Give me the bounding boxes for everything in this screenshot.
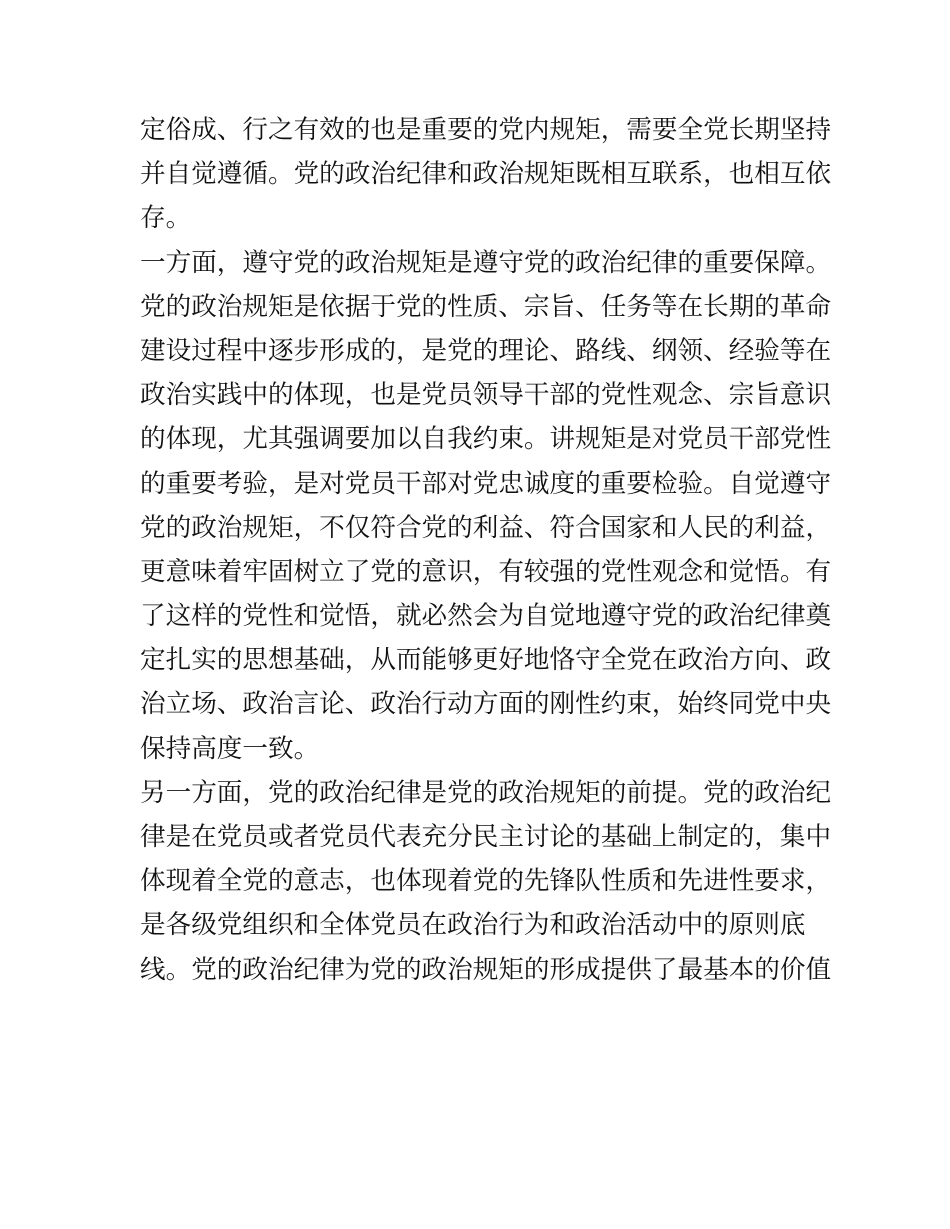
text-line: 律是在党员或者党员代表充分民主讨论的基础上制定的，集中 [140,822,832,852]
text-line: 线。党的政治纪律为党的政治规矩的形成提供了最基本的价值 [140,954,832,985]
text-line: 政治实践中的体现，也是党员领导干部的党性观念、宗旨意识 [140,380,832,411]
text-line: 的重要考验，是对党员干部对党忠诚度的重要检验。自觉遵守 [140,468,832,499]
text-line: 更意味着牢固树立了党的意识，有较强的党性观念和觉悟。有 [140,556,832,587]
text-line: 保持高度一致。 [140,733,320,764]
body-text [140,108,830,992]
text-line: 党的政治规矩，不仅符合党的利益、符合国家和人民的利益， [140,512,832,543]
text-line: 并自觉遵循。党的政治纪律和政治规矩既相互联系，也相互依 [140,159,832,190]
text-line: 定俗成、行之有效的也是重要的党内规矩，需要全党长期坚持 [140,115,832,145]
text-line: 党的政治规矩是依据于党的性质、宗旨、任务等在长期的革命 [140,291,832,322]
text-line: 定扎实的思想基础，从而能够更好地恪守全党在政治方向、政 [140,645,832,676]
text-line: 另一方面，党的政治纪律是党的政治规矩的前提。党的政治纪 [140,777,832,808]
text-line: 的体现，尤其强调要加以自我约束。讲规矩是对党员干部党性 [140,424,832,455]
text-line: 是各级党组织和全体党员在政治行为和政治活动中的原则底 [140,910,806,941]
text-line: 一方面，遵守党的政治规矩是遵守党的政治纪律的重要保障。 [140,247,832,278]
text-line: 存。 [140,203,192,234]
text-line: 建设过程中逐步形成的，是党的理论、路线、纲领、经验等在 [140,335,832,366]
text-line: 了这样的党性和觉悟，就必然会为自觉地遵守党的政治纪律奠 [140,601,832,632]
text-line: 体现着全党的意志，也体现着党的先锋队性质和先进性要求， [140,866,832,897]
text-line: 治立场、政治言论、政治行动方面的刚性约束，始终同党中央 [140,689,832,720]
